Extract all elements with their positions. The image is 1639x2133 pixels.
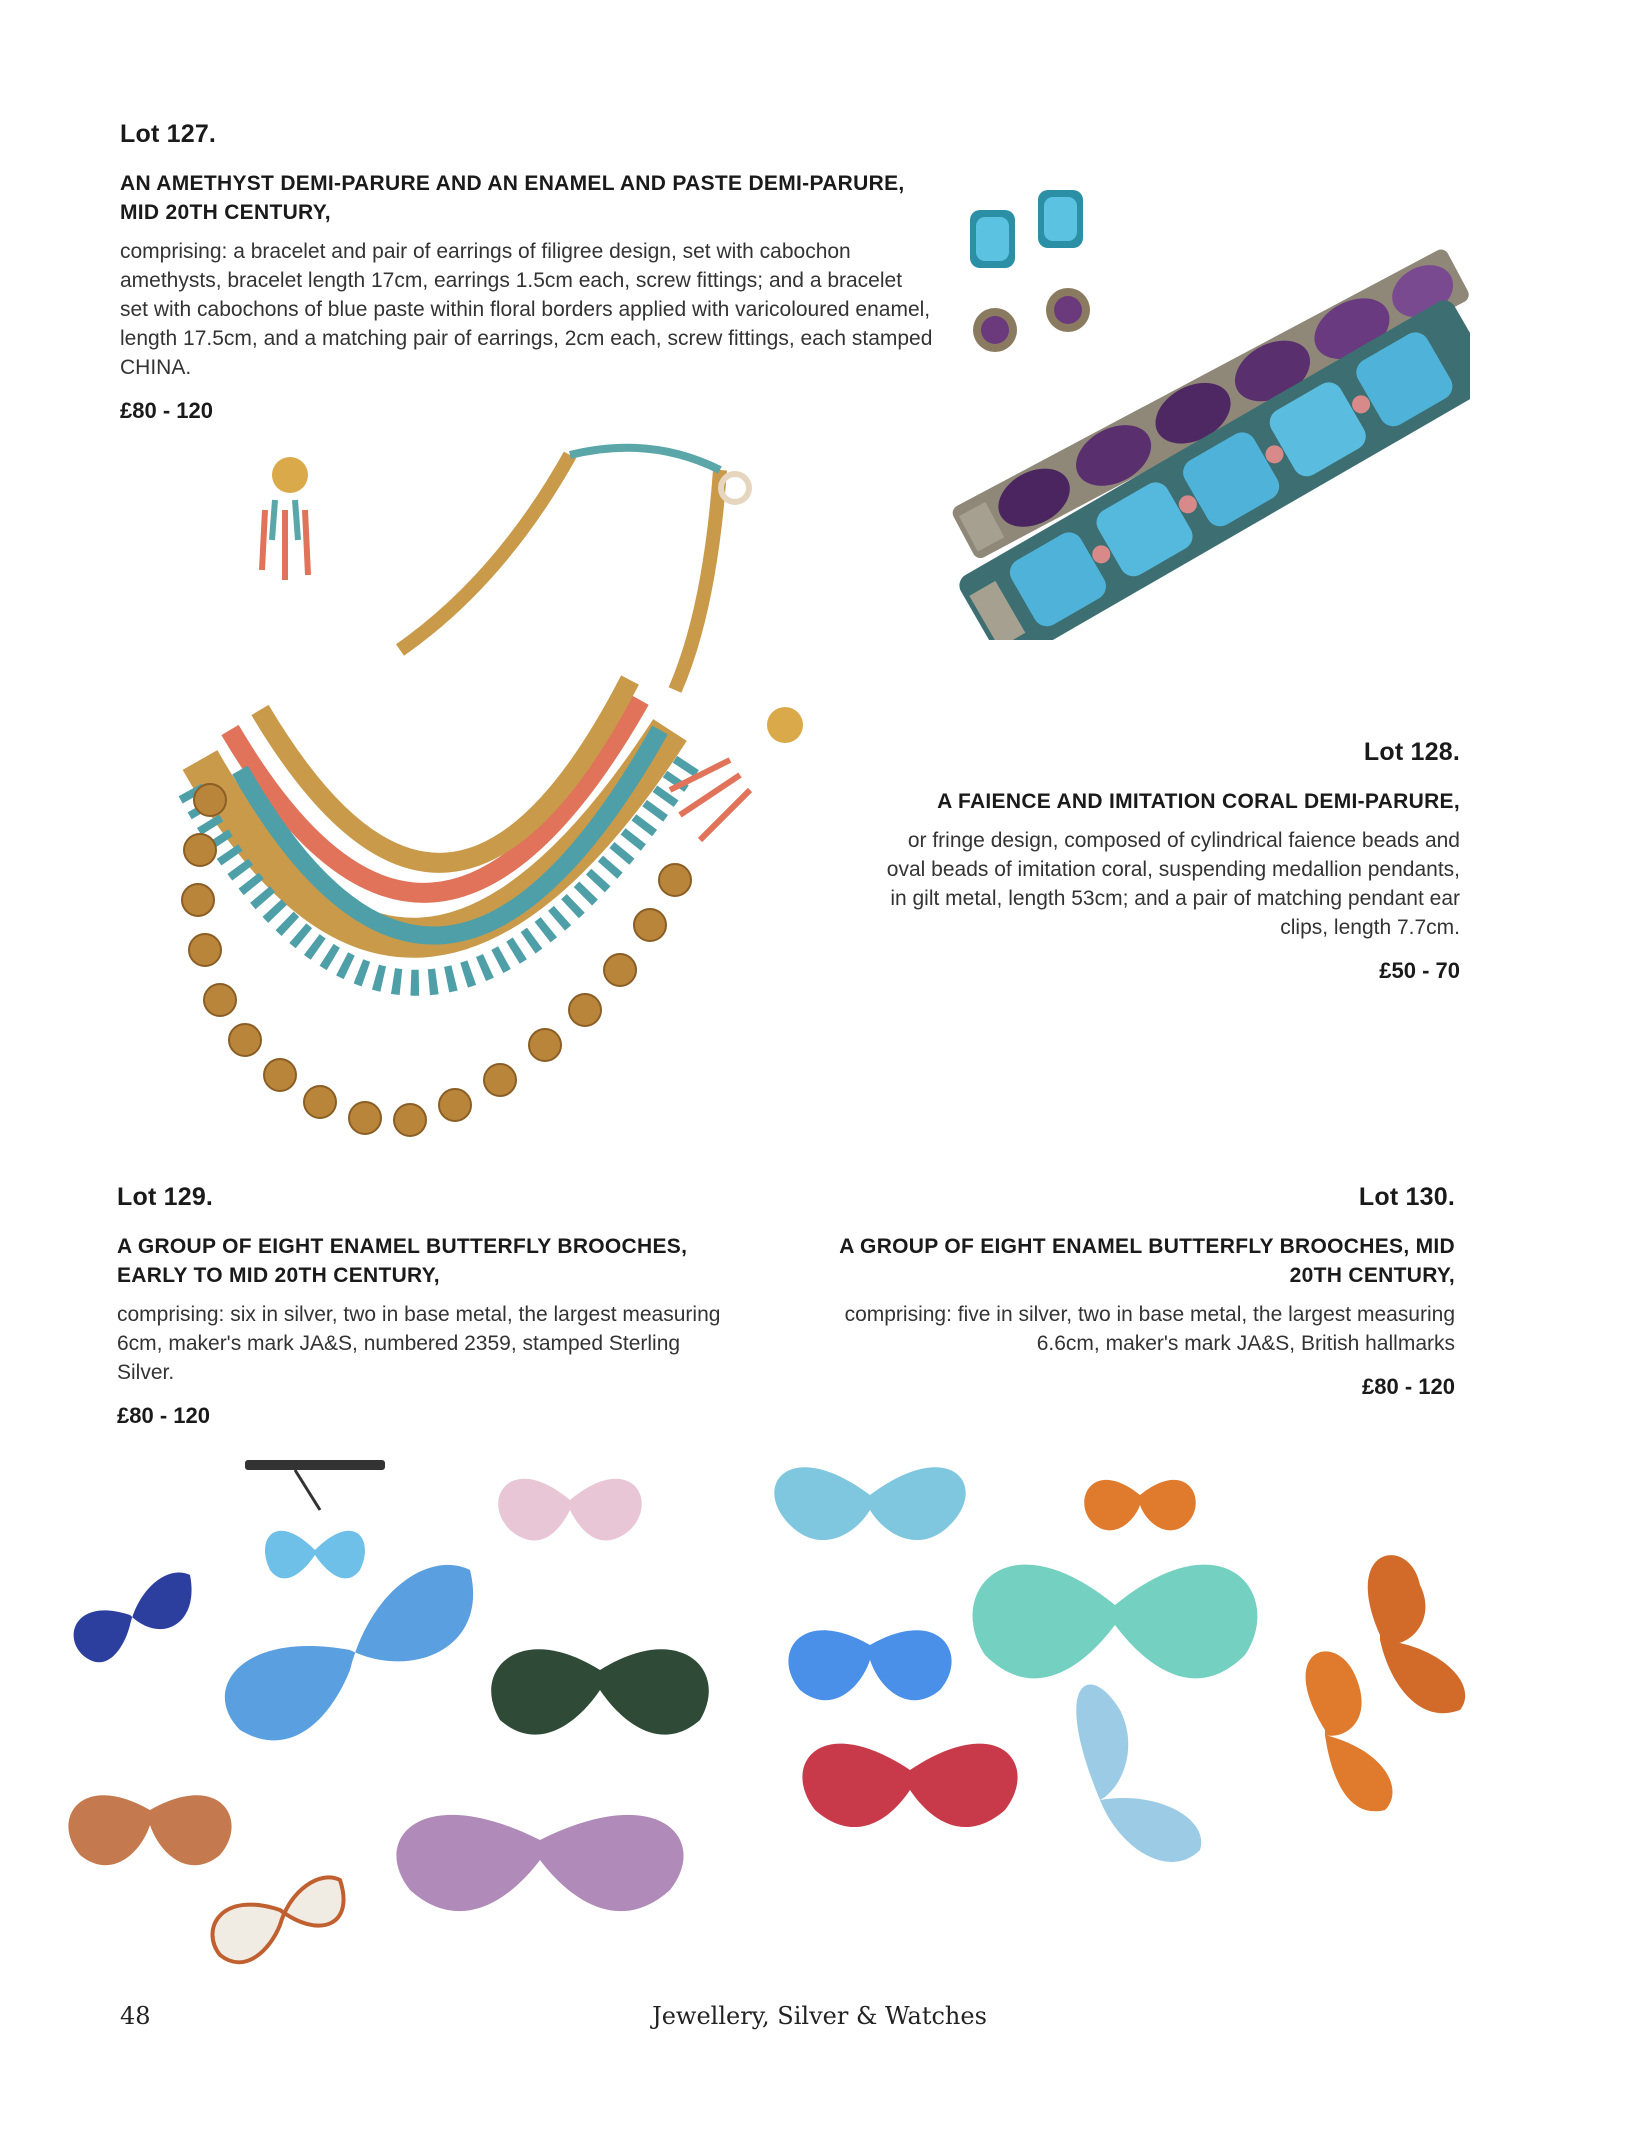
- lot-description: or fringe design, composed of cylindrical faience beads and oval beads of imitation coral, suspending medallion pendants, in gilt metal, length 53cm; and a pair of matching pendant ear clips, length 7.7cm.: [886, 829, 1460, 939]
- section-title: Jewellery, Silver & Watches: [652, 2002, 987, 2030]
- butterflies-lot129-photo: [40, 1440, 760, 1980]
- lot-description: comprising: five in silver, two in base metal, the largest measuring 6.6cm, maker's mark JA&S, British hallmarks: [844, 1303, 1455, 1355]
- lot-127: [120, 120, 935, 424]
- lot-price: £80 - 120: [120, 398, 213, 423]
- lot-number: Lot 130.: [1358, 1183, 1455, 1211]
- lot-price: £50 - 70: [1379, 958, 1460, 983]
- lot-number: Lot 128.: [1363, 738, 1460, 766]
- lot-title: AN AMETHYST DEMI-PARURE AND AN ENAMEL AND PASTE DEMI-PARURE, MID 20TH CENTURY,: [120, 172, 905, 224]
- lot-description: comprising: a bracelet and pair of earrings of filigree design, set with cabochon amethysts, bracelet length 17cm, earrings 1.5cm each, screw fittings; and a bracelet set with cabochons of blue paste within floral borders applied with varicoloured enamel, length 17.5cm, and a matching pair of earrings, 2cm each, screw fittings, each stamped CHINA.: [120, 240, 933, 379]
- lot-price: £80 - 120: [117, 1403, 210, 1428]
- bracelets-photo: [890, 180, 1470, 640]
- lot-title: A GROUP OF EIGHT ENAMEL BUTTERFLY BROOCHES, EARLY TO MID 20TH CENTURY,: [117, 1235, 688, 1287]
- lot-number: Lot 127.: [120, 120, 217, 148]
- lot-130: [790, 1183, 1455, 1400]
- lot-title: A FAIENCE AND IMITATION CORAL DEMI-PARURE,: [937, 790, 1460, 813]
- page-number: 48: [120, 2002, 151, 2030]
- lot-title: A GROUP OF EIGHT ENAMEL BUTTERFLY BROOCHES, MID 20TH CENTURY,: [839, 1235, 1455, 1287]
- lot-128: [870, 738, 1460, 984]
- lot-price: £80 - 120: [1362, 1374, 1455, 1399]
- necklace-photo: [170, 430, 810, 1150]
- lot-129: [117, 1183, 742, 1429]
- lot-description: comprising: six in silver, two in base metal, the largest measuring 6cm, maker's mark JA&S, numbered 2359, stamped Sterling Silver.: [117, 1303, 721, 1384]
- lot-number: Lot 129.: [117, 1183, 214, 1211]
- butterflies-lot130-photo: [760, 1430, 1550, 1930]
